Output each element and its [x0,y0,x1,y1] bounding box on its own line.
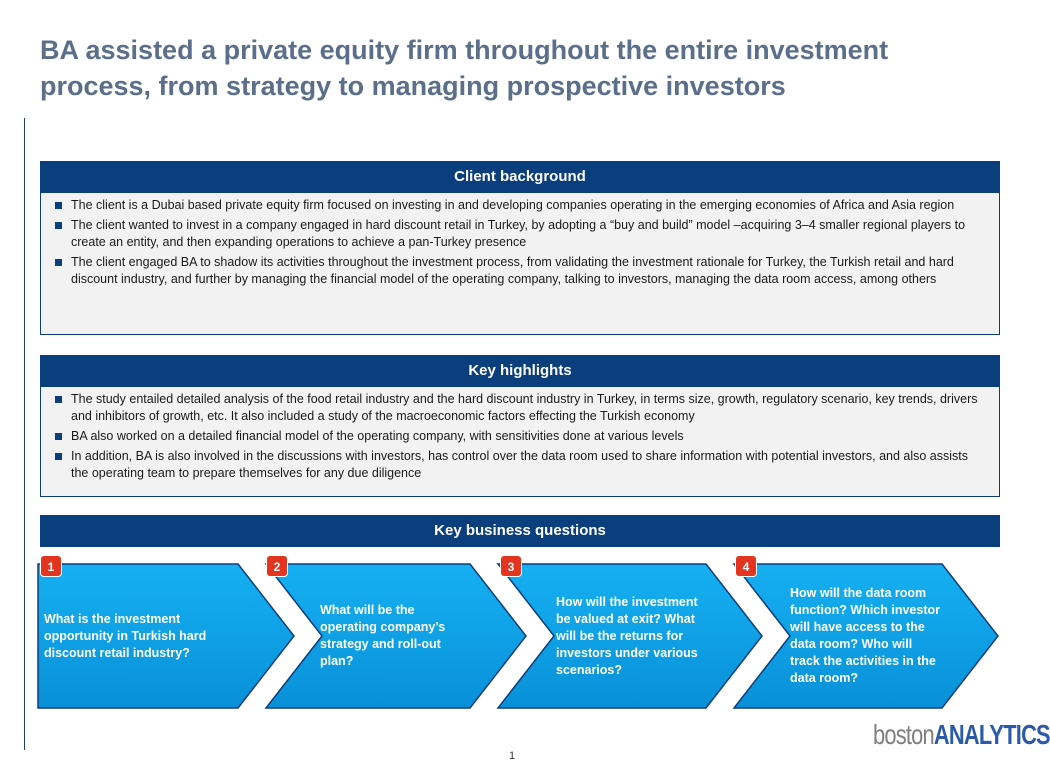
client-background-bullet-1: The client is a Dubai based private equity firm focused on investing in and developing companies operating in the emerging economies of Africa and Asia region [51,197,985,214]
vertical-divider [24,118,25,750]
key-highlights-bullet-2: BA also worked on a detailed financial model of the operating company, with sensitivities done at various levels [51,428,985,445]
question-badge-4: 4 [735,555,757,577]
client-background-body [40,193,1000,335]
key-highlights-body [40,387,1000,497]
key-highlights-bullet-1: The study entailed detailed analysis of the food retail industry and the hard discount industry in Turkey, in terms size, growth, regulatory scenario, key trends, drivers and inhibitors of growth, etc. It also included a study of the macroeconomic factors effecting the Turkish economy [51,391,985,425]
logo-part-boston: boston [873,719,934,750]
client-background-bullet-3: The client engaged BA to shadow its activities throughout the investment process, from validating the investment rationale for Turkey, the Turkish retail and hard discount industry, and further by managing the financial model of the operating company, talking to investors, managing the data room access, among others [51,254,985,288]
question-text-2: What will be the operating company’s strategy and roll-out plan? [320,603,446,668]
key-highlights-bullet-3: In addition, BA is also involved in the discussions with investors, has control over the data room used to share information with potential investors, and also assists the operating team to prepare themselves for any due diligence [51,448,985,482]
key-questions-heading: Key business questions [40,515,1000,547]
client-background-bullet-2: The client wanted to invest in a company engaged in hard discount retail in Turkey, by adopting a “buy and build” model –acquiring 3–4 smaller regional players to create an entity, and then expanding operations to achieve a pan-Turkey presence [51,217,985,251]
question-text-3: How will the investment be valued at exit? What will be the returns for investors under various scenarios? [556,594,698,677]
page-title: BA assisted a private equity firm throughout the entire investment process, from strategy to managing prospective investors [40,35,889,101]
question-badge-2: 2 [266,555,288,577]
question-badge-1: 1 [40,555,62,577]
key-highlights-heading: Key highlights [40,355,1000,387]
key-questions-arrows [38,560,1000,712]
page-number: 1 [508,750,516,762]
client-background-heading: Client background [40,161,1000,193]
question-text-1: What is the investment opportunity in Turkish hard discount retail industry? [44,611,207,660]
question-badge-3: 3 [500,555,522,577]
logo-part-analytics: ANALYTICS [933,719,1050,750]
boston-analytics-logo [873,718,1050,752]
question-text-4: How will the data room function? Which investor will have access to the data room? Who will track the activities in the data room? [790,586,940,685]
